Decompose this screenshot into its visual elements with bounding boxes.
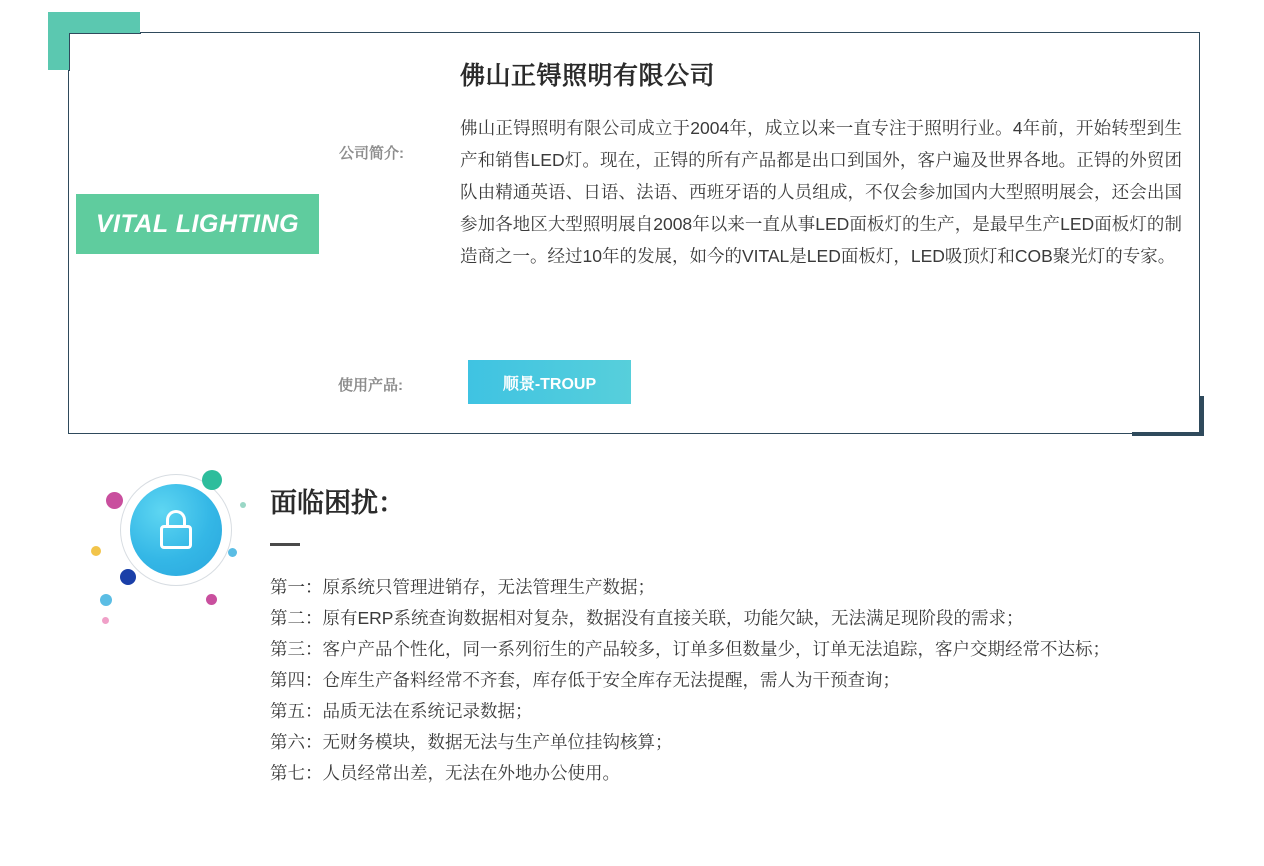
lock-illustration [80, 462, 260, 627]
list-item: 第一：原系统只管理进销存，无法管理生产数据； [270, 577, 655, 597]
list-item: 第三：客户产品个性化，同一系列衍生的产品较多，订单多但数量少，订单无法追踪，客户交期经常不达标； [270, 639, 1110, 659]
product-used-badge: 顺景-TROUP [468, 360, 631, 404]
company-title: 佛山正锝照明有限公司 [460, 62, 716, 90]
decor-dot-lightblue [100, 594, 112, 606]
problems-section-title: 面临困扰： [270, 488, 405, 518]
company-logo [76, 194, 319, 254]
card-corner-notch-top [69, 33, 141, 71]
section-title-underline [270, 543, 300, 546]
list-item: 第七：人员经常出差，无法在外地办公使用。 [270, 763, 620, 783]
list-item: 第五：品质无法在系统记录数据； [270, 701, 533, 721]
company-logo-text: VITAL LIGHTING [95, 209, 300, 238]
decor-dot-cyan [228, 548, 237, 557]
decor-dot-rose [102, 617, 109, 624]
decor-dot-magenta [106, 492, 123, 509]
illustration-disc [130, 484, 222, 576]
company-intro-label: 公司简介: [339, 145, 404, 162]
problems-list [270, 572, 1175, 789]
decor-dot-mint [240, 502, 246, 508]
decor-dot-pink [206, 594, 217, 605]
list-item: 第六：无财务模块，数据无法与生产单位挂钩核算； [270, 732, 673, 752]
lock-icon [159, 510, 193, 550]
list-item: 第二：原有ERP系统查询数据相对复杂，数据没有直接关联，功能欠缺，无法满足现阶段的需求； [270, 608, 1024, 628]
product-used-label: 使用产品: [338, 377, 403, 394]
decor-dot-blue [120, 569, 136, 585]
decor-dot-green [202, 470, 222, 490]
company-intro-text: 佛山正锝照明有限公司成立于2004年，成立以来一直专注于照明行业。4年前，开始转型到生产和销售LED灯。现在，正锝的所有产品都是出口到国外，客户遍及世界各地。正锝的外贸团队由精通英语、日语、法语、西班牙语的人员组成，不仅会参加国内大型照明展会，还会出国参加各地区大型照明展自2008年以来一直从事LED面板灯的生产，是最早生产LED面板灯的制造商之一。经过10年的发展，如今的VITAL是LED面板灯，LED吸顶灯和COB聚光灯的专家。 [460, 118, 1182, 266]
list-item: 第四：仓库生产备料经常不齐套，库存低于安全库存无法提醒，需人为干预查询； [270, 670, 900, 690]
decor-dot-yellow [91, 546, 101, 556]
card-corner-notch-bottom [1132, 396, 1200, 433]
